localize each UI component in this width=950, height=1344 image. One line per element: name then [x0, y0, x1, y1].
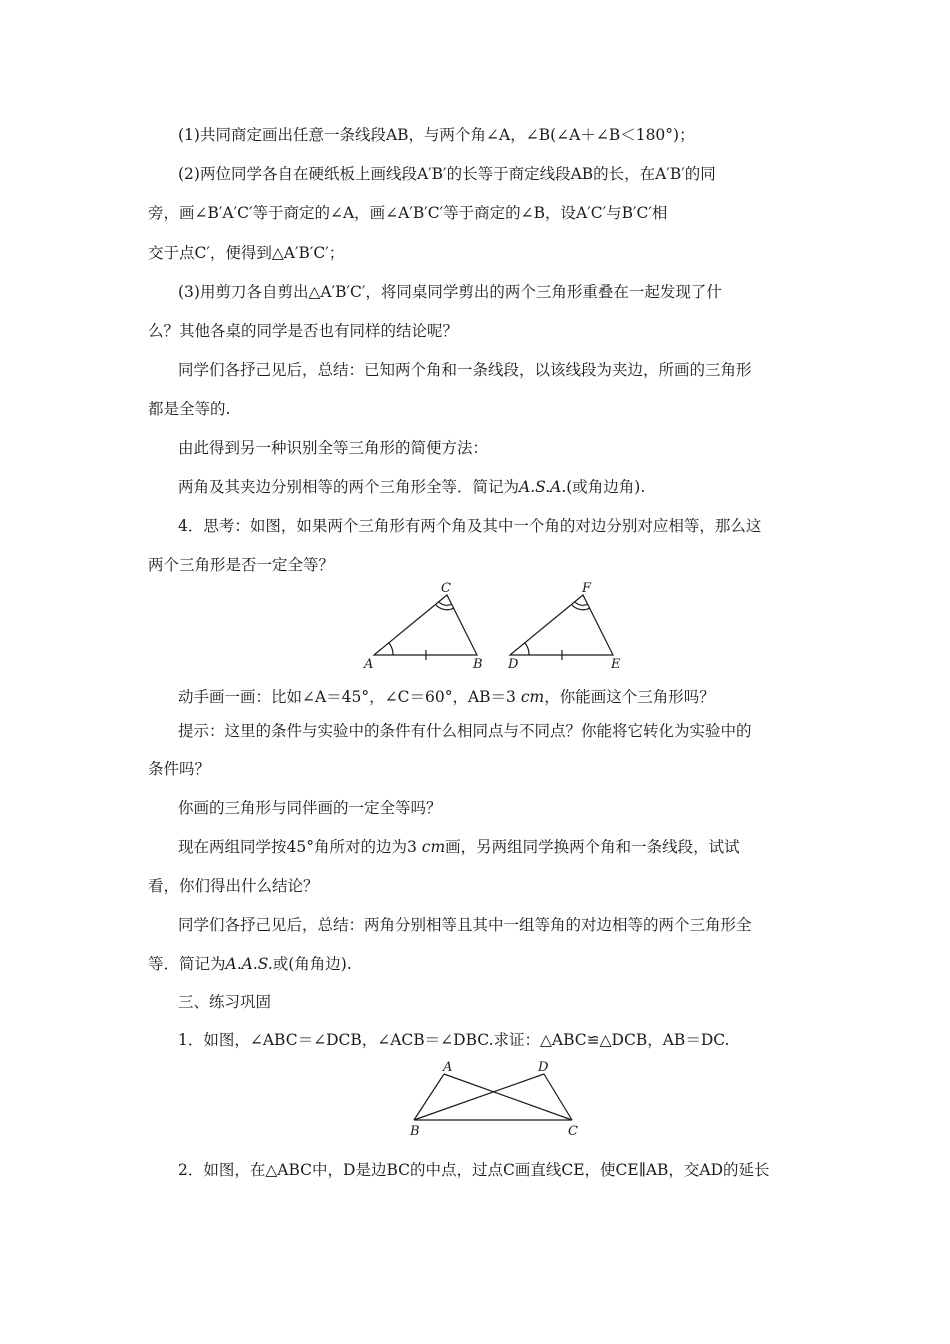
- paragraph-step1: (1)共同商定画出任意一条线段AB，与两个角∠A，∠B(∠A＋∠B＜180°)；: [178, 126, 695, 144]
- groups-text: 现在两组同学按45°角所对的边为3: [178, 838, 422, 856]
- exercise-2: 2．如图，在△ABC中，D是边BC的中点，过点C画直线CE，使CE∥AB，交AD的延长: [178, 1161, 770, 1179]
- label-a-2: A: [443, 1060, 453, 1075]
- label-b: B: [473, 657, 483, 672]
- exercise-1: 1．如图，∠ABC＝∠DCB，∠ACB＝∠DBC.求证：△ABC≌△DCB，AB＝DC.: [178, 1031, 730, 1049]
- paragraph-summary1-line2: 都是全等的.: [148, 400, 231, 418]
- label-d-2: D: [538, 1060, 549, 1075]
- paragraph-summary2-line2: [148, 953, 808, 975]
- triangle-def: [510, 595, 613, 655]
- aas-abbrev: A.A.S.: [225, 955, 273, 973]
- groups-text-end: 画，另两组同学换两个角和一条线段，试试: [445, 838, 740, 856]
- label-f: F: [582, 581, 592, 596]
- paragraph-step3-line1: (3)用剪刀各自剪出△A′B′C′，将同桌同学剪出的两个三角形重叠在一起发现了什: [178, 283, 722, 301]
- segment-ac: [444, 1074, 572, 1120]
- label-b-2: B: [410, 1124, 420, 1139]
- paragraph-step2-line3: 交于点C′，便得到△A′B′C′；: [148, 244, 345, 262]
- paragraph-summary2-line1: 同学们各抒己见后，总结：两角分别相等且其中一组等角的对边相等的两个三角形全: [178, 916, 752, 934]
- segment-ab: [414, 1074, 444, 1120]
- label-d: D: [508, 657, 519, 672]
- angle-a-arc: [389, 643, 393, 655]
- angle-c-arc1: [439, 602, 452, 605]
- label-a: A: [364, 657, 374, 672]
- aas-text-end: 或(角角边).: [272, 955, 352, 973]
- asa-text-end: (或角边角).: [566, 478, 646, 496]
- paragraph-step3-line2: 么？其他各桌的同学是否也有同样的结论呢？: [148, 322, 459, 340]
- angle-f-arc1: [575, 602, 588, 605]
- paragraph-draw: [178, 686, 808, 708]
- unit-cm: cm: [520, 688, 545, 706]
- paragraph-hint-line2: 条件吗？: [148, 760, 211, 778]
- section-heading-practice: 三、练习巩固: [178, 993, 272, 1011]
- angle-d-arc: [525, 643, 529, 655]
- asa-abbrev: A.S.A.: [519, 478, 567, 496]
- paragraph-question: 你画的三角形与同伴画的一定全等吗？: [178, 799, 442, 817]
- segment-dc: [544, 1074, 572, 1120]
- paragraph-step2-line2: 旁，画∠B′A′C′等于商定的∠A，画∠A′B′C′等于商定的∠B，设A′C′与B′C′相: [148, 204, 668, 222]
- asa-text: 两角及其夹边分别相等的两个三角形全等．简记为: [178, 478, 520, 496]
- paragraph-groups-line1: [178, 836, 808, 858]
- label-c: C: [441, 581, 451, 596]
- figure-exercise-1: [400, 1056, 590, 1140]
- paragraph-groups-line2: 看，你们得出什么结论？: [148, 877, 319, 895]
- figure-two-triangles: [360, 578, 630, 672]
- paragraph-think-line1: 4．思考：如图，如果两个三角形有两个角及其中一个角的对边分别对应相等，那么这: [178, 517, 762, 535]
- paragraph-step2-line1: (2)两位同学各自在硬纸板上画线段A′B′的长等于商定线段AB的长，在A′B′的同: [178, 165, 716, 183]
- label-e: E: [611, 657, 621, 672]
- draw-text: 动手画一画：比如∠A＝45°，∠C＝60°，AB＝3: [178, 688, 521, 706]
- aas-text: 等．简记为: [148, 955, 226, 973]
- paragraph-think-line2: 两个三角形是否一定全等？: [148, 556, 335, 574]
- paragraph-asa: [178, 476, 808, 498]
- label-c-2: C: [568, 1124, 578, 1139]
- unit-cm-2: cm: [421, 838, 446, 856]
- paragraph-summary1-line1: 同学们各抒己见后，总结：已知两个角和一条线段，以该线段为夹边，所画的三角形: [178, 361, 752, 379]
- segment-db: [414, 1074, 544, 1120]
- draw-text-end: ，你能画这个三角形吗？: [544, 688, 715, 706]
- paragraph-hint-line1: 提示：这里的条件与实验中的条件有什么相同点与不同点？你能将它转化为实验中的: [178, 722, 752, 740]
- paragraph-method: 由此得到另一种识别全等三角形的简便方法：: [178, 439, 489, 457]
- triangle-abc: [374, 595, 477, 655]
